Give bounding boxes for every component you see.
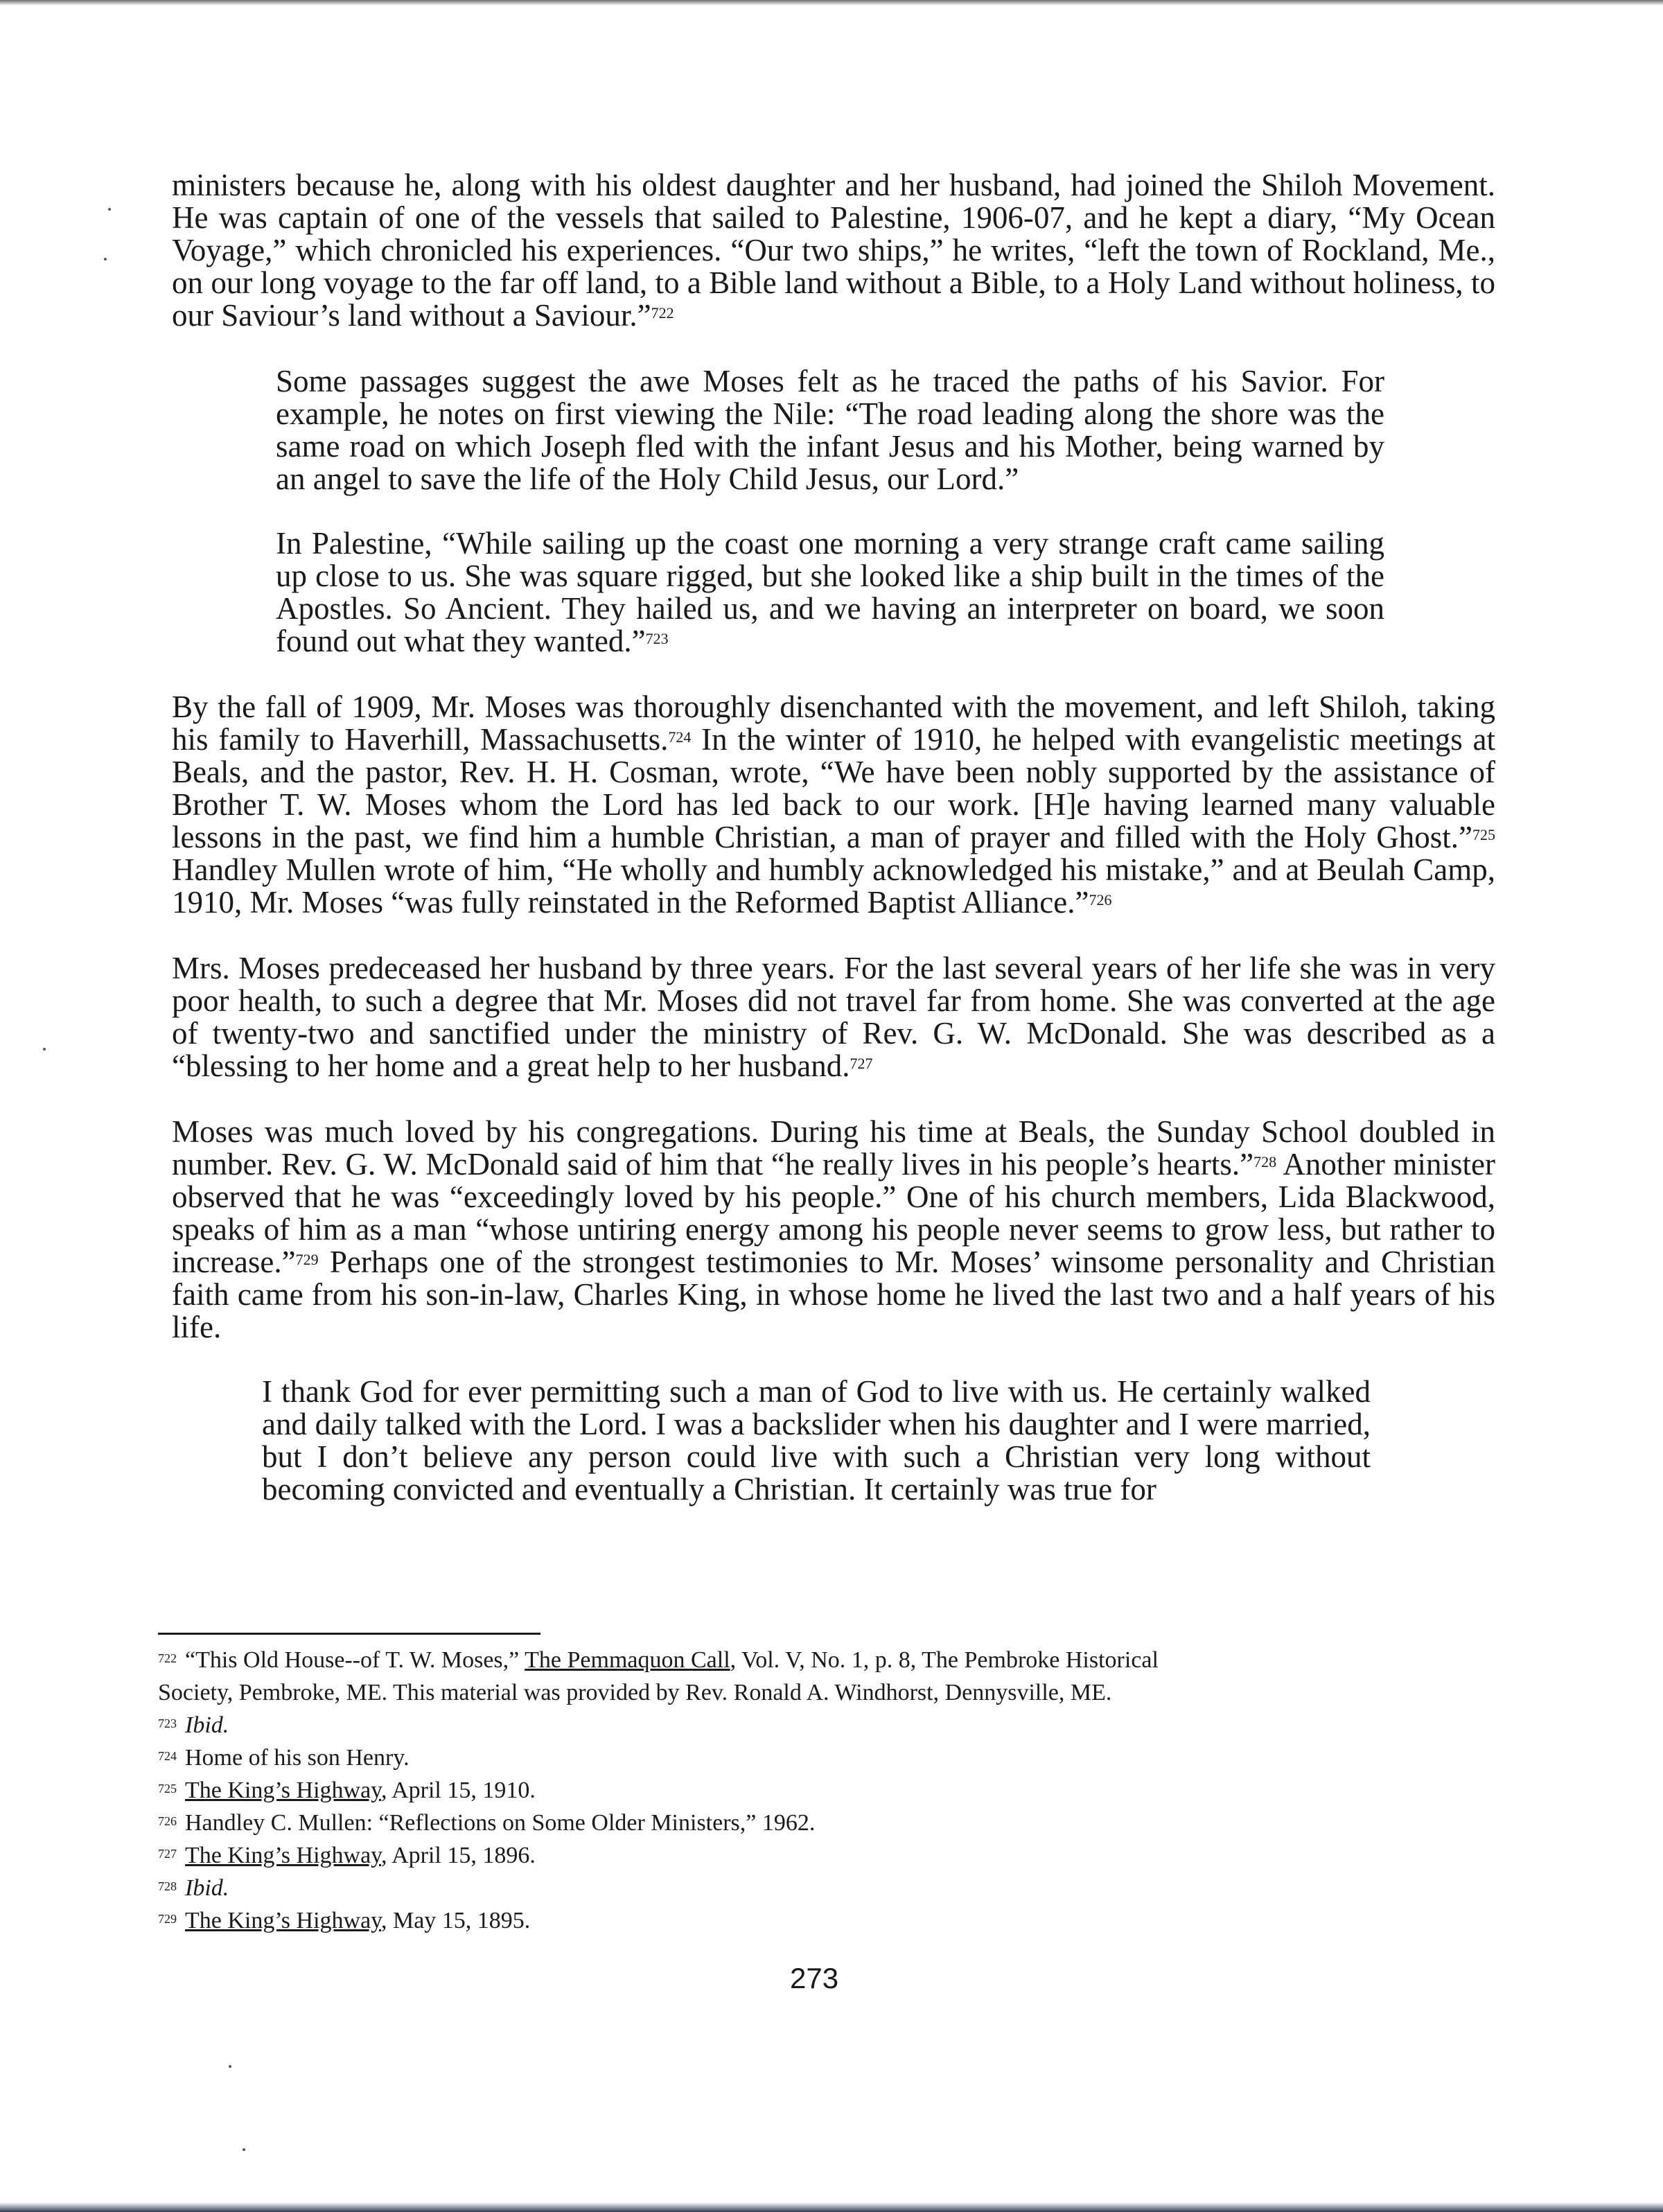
paragraph-text: In the winter of 1910, he helped with evangelistic meetings at Beals, and the pastor, Rev. H. H. Cosman, wrote, “We have been nobly supported by the assistance of Brother T. W. Moses whom the Lord has led back to our work. [H]e having learned many valuable lessons in the past, we find him a humble Christian, a man of prayer and filled with the Holy Ghost.” (172, 722, 1495, 854)
footnote-726 (158, 1807, 1405, 1839)
footnote-ref-724[interactable]: 724 (668, 728, 692, 746)
footnote-number: 726 (158, 1814, 177, 1828)
publication-title: The King’s Highway (185, 1843, 381, 1868)
footnote-text: , April 15, 1910. (380, 1778, 536, 1803)
footnote-number: 727 (158, 1847, 177, 1861)
publication-title: The King’s Highway (185, 1778, 381, 1803)
paragraph-text: Handley Mullen wrote of him, “He wholly and humbly acknowledged his mistake,” and at Beulah Camp, 1910, Mr. Moses “was fully reinstated in the Reformed Baptist Alliance.” (172, 852, 1495, 920)
quote-text: In Palestine, “While sailing up the coast one morning a very strange craft came sailing up close to us. She was square rigged, but she looked like a ship built in the times of the Apostles. So Ancient. They hailed us, and we having an interpreter on board, we soon found out what they wanted.” (276, 526, 1384, 658)
footnote-727 (158, 1839, 1405, 1872)
block-quote-charles-king (262, 1376, 1371, 1506)
footnote-text: Handley C. Mullen: “Reflections on Some Older Ministers,” 1962. (185, 1810, 816, 1836)
block-quote-palestine (276, 527, 1384, 658)
publication-title: The Pemmaquon Call (525, 1647, 730, 1673)
paragraph-text: Another minister observed that he was “exceedingly loved by his people.” One of his church members, Lida Blackwood, speaks of him as a man “whose untiring energy among his people never seems to grow less, but rather to increase.” (172, 1147, 1495, 1279)
footnote-text: , Vol. V, No. 1, p. 8, The Pembroke Historical (730, 1647, 1159, 1673)
scan-edge-top (0, 0, 1663, 6)
footnote-text: Home of his son Henry. (185, 1745, 410, 1771)
footnote-separator (158, 1633, 540, 1635)
scan-speck (229, 2065, 231, 2068)
footnote-725 (158, 1774, 1405, 1807)
footnotes (158, 1644, 1405, 1937)
footnote-729 (158, 1904, 1405, 1937)
footnote-number: 725 (158, 1782, 177, 1796)
footnote-text: “This Old House--of T. W. Moses,” (185, 1647, 525, 1673)
footnote-ref-725[interactable]: 725 (1472, 826, 1495, 843)
page-body (172, 169, 1495, 1506)
paragraph-text: Mrs. Moses predeceased her husband by three years. For the last several years of her life she was in very poor health, to such a degree that Mr. Moses did not travel far from home. She was converted at the age of twenty-two and sanctified under the ministry of Rev. G. W. McDonald. She was described as a “blessing to her home and a great help to her husband. (172, 951, 1495, 1083)
footnote-number: 728 (158, 1879, 177, 1893)
paragraph-disenchanted (172, 691, 1495, 919)
footnote-text: Society, Pembroke, ME. This material was provided by Rev. Ronald A. Windhorst, Dennysville, ME. (158, 1680, 1112, 1705)
paragraph-text: By the fall of 1909, Mr. Moses was thoroughly disenchanted with the movement, and left Shiloh, taking his family to Haverhill, Massachusetts. (172, 690, 1495, 757)
scan-speck (43, 1048, 46, 1051)
footnote-ref-722[interactable]: 722 (651, 304, 674, 322)
footnote-724 (158, 1741, 1405, 1774)
footnote-number: 723 (158, 1717, 177, 1730)
scan-speck (243, 2148, 245, 2151)
footnote-ref-726[interactable]: 726 (1089, 891, 1112, 909)
footnote-text: Ibid. (185, 1875, 229, 1901)
footnote-723 (158, 1709, 1405, 1741)
page-number: 273 (790, 1962, 839, 1994)
footnote-text: , April 15, 1896. (380, 1843, 536, 1868)
publication-title: The King’s Highway (185, 1908, 381, 1933)
scan-edge-bottom (0, 2202, 1663, 2212)
footnote-722-continued (158, 1676, 1405, 1709)
footnote-ref-723[interactable]: 723 (645, 630, 669, 647)
footnote-ref-727[interactable]: 727 (850, 1055, 873, 1072)
footnote-text: Ibid. (185, 1712, 229, 1738)
paragraph-text: ministers because he, along with his oldest daughter and her husband, had joined the Shiloh Movement. He was captain of one of the vessels that sailed to Palestine, 1906-07, and he kept a diary, “My Ocean Voyage,” which chronicled his experiences. “Our two ships,” he writes, “left the town of Rockland, Me., on our long voyage to the far off land, to a Bible land without a Bible, to a Holy Land without holiness, to our Saviour’s land without a Saviour.” (172, 168, 1495, 333)
footnote-number: 722 (158, 1651, 177, 1665)
footnote-728 (158, 1872, 1405, 1904)
footnote-number: 724 (158, 1749, 177, 1763)
footnote-ref-729[interactable]: 729 (295, 1251, 319, 1268)
quote-text: I thank God for ever permitting such a man of God to live with us. He certainly walked and daily talked with the Lord. I was a backslider when his daughter and I were married, but I don’t believe any person could live with such a Christian very long without becoming convicted and eventually a Christian. It certainly was true for (262, 1374, 1371, 1507)
paragraph-text: Moses was much loved by his congregations. During his time at Beals, the Sunday School doubled in number. Rev. G. W. McDonald said of him that “he really lives in his people’s hearts.” (172, 1114, 1495, 1182)
paragraph-text: Perhaps one of the strongest testimonies to Mr. Moses’ winsome personality and Christian faith came from his son-in-law, Charles King, in whose home he lived the last two and a half years of his life. (172, 1245, 1495, 1344)
block-quote-nile (276, 365, 1384, 495)
scan-speck (104, 258, 107, 261)
paragraph-shiloh-movement (172, 169, 1495, 332)
footnote-number: 729 (158, 1912, 177, 1926)
scan-speck (108, 208, 111, 211)
paragraph-congregations (172, 1116, 1495, 1344)
footnote-text: , May 15, 1895. (380, 1908, 531, 1933)
footnote-722 (158, 1644, 1405, 1676)
quote-text: Some passages suggest the awe Moses felt as he traced the paths of his Savior. For example, he notes on first viewing the Nile: “The road leading along the shore was the same road on which Joseph fled with the infant Jesus and his Mother, being warned by an angel to save the life of the Holy Child Jesus, our Lord.” (276, 364, 1384, 496)
paragraph-mrs-moses (172, 952, 1495, 1082)
footnote-ref-728[interactable]: 728 (1253, 1153, 1277, 1170)
